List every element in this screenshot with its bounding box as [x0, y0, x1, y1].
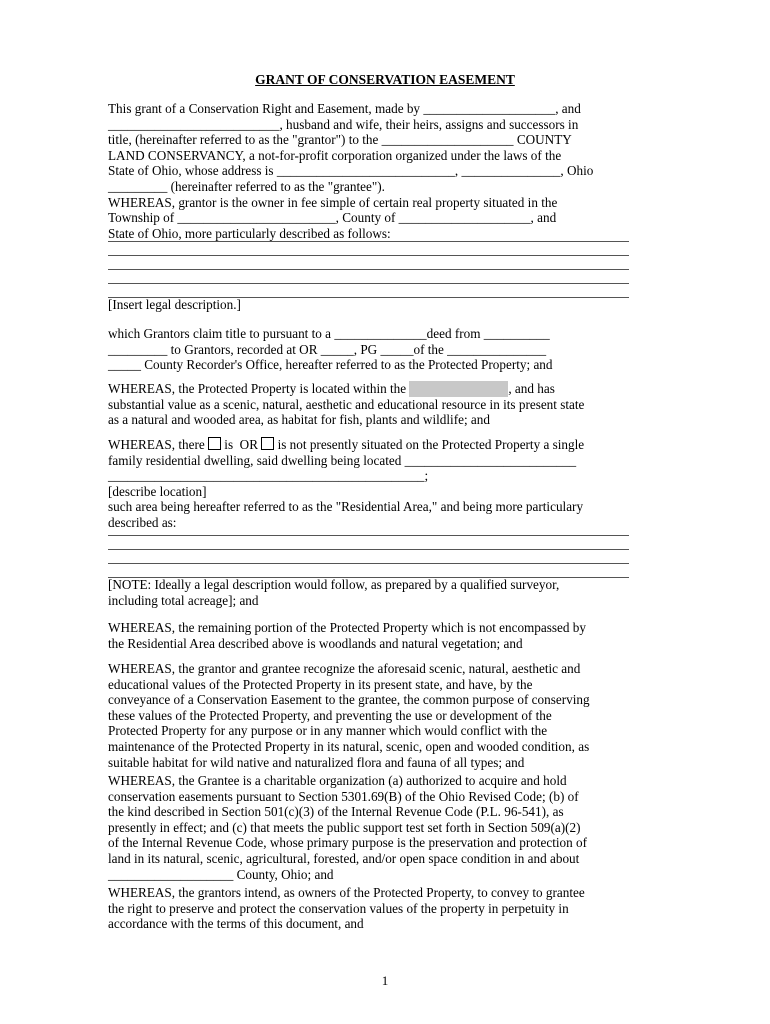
recognize-paragraph [108, 661, 668, 770]
intro-line: State of Ohio, whose address is ___________________________, _______________, Ohio [108, 163, 594, 179]
legal-description-line [108, 241, 629, 242]
legal-description-line [108, 269, 629, 270]
intro-line: State of Ohio, more particularly described as follows: [108, 225, 391, 241]
protected-text: , and has [508, 381, 555, 396]
charitable-paragraph [108, 773, 668, 882]
recognize-line: educational values of the Protected Property in its present state, and have, by the [108, 676, 533, 692]
protected-property-paragraph [108, 381, 668, 428]
dwelling-line: described as: [108, 514, 177, 530]
title-claim-line: _____ County Recorder's Office, hereafter referred to as the Protected Property; and [108, 357, 553, 373]
note-line: including total acreage]; and [108, 592, 259, 608]
is-not-checkbox[interactable] [261, 437, 274, 450]
remaining-line: WHEREAS, the remaining portion of the Protected Property which is not encompassed by [108, 620, 586, 635]
note-line: [NOTE: Ideally a legal description would follow, as prepared by a qualified surveyor, [108, 577, 560, 592]
legal-description-line [108, 283, 629, 284]
dwelling-line: family residential dwelling, said dwelling being located __________________________ [108, 452, 577, 468]
page-number: 1 [381, 973, 389, 988]
title-claim-line: _________ to Grantors, recorded at OR _____, PG _____of the _______________ [108, 341, 547, 357]
intro-line: _________ (hereinafter referred to as the "grantee"). [108, 178, 385, 194]
remaining-paragraph [108, 620, 668, 651]
document-title: GRANT OF CONSERVATION EASEMENT [255, 72, 515, 87]
charitable-line: presently in effect; and (c) that meets the public support test set forth in Section 509(a)(2) [108, 819, 581, 835]
dwelling-line: such area being hereafter referred to as the "Residential Area," and being more particulary [108, 499, 584, 515]
charitable-line: ___________________ County, Ohio; and [108, 866, 334, 882]
dwelling-line: [describe location] [108, 483, 207, 499]
protected-line: substantial value as a scenic, natural, aesthetic and educational resource in its present state [108, 396, 585, 412]
legal-description-line [108, 255, 629, 256]
charitable-line: land in its natural, scenic, agricultural, forested, and/or open space condition in and about [108, 850, 580, 866]
dwelling-paragraph [108, 437, 668, 531]
title-claim-paragraph [108, 326, 668, 373]
charitable-line: WHEREAS, the Grantee is a charitable organization (a) authorized to acquire and hold [108, 773, 567, 788]
dwelling-line: ________________________________________________; [108, 468, 429, 484]
is-checkbox[interactable] [208, 437, 221, 450]
recognize-line: these values of the Protected Property, and preventing the use or development of the [108, 707, 552, 723]
intro-paragraph [108, 101, 668, 241]
recognize-line: maintenance of the Protected Property in its natural, scenic, open and wooded condition, as [108, 738, 590, 754]
intend-line: accordance with the terms of this document, and [108, 916, 364, 932]
residential-description-line [108, 549, 629, 550]
charitable-line: of the Internal Revenue Code, whose primary purpose is the preservation and protection of [108, 835, 587, 851]
intro-line: This grant of a Conservation Right and Easement, made by ____________________, and [108, 101, 581, 116]
intro-line: __________________________, husband and wife, their heirs, assigns and successors in [108, 116, 579, 132]
dwelling-text: is OR [220, 437, 262, 452]
intend-line: the right to preserve and protect the conservation values of the property in perpetuity in [108, 900, 569, 916]
intend-paragraph [108, 885, 668, 932]
recognize-line: WHEREAS, the grantor and grantee recognize the aforesaid scenic, natural, aesthetic and [108, 661, 581, 676]
intro-line: WHEREAS, grantor is the owner in fee simple of certain real property situated in the [108, 194, 558, 210]
dwelling-text: is not presently situated on the Protected Property a single [274, 437, 585, 452]
title-claim-line: which Grantors claim title to pursuant to a ______________deed from __________ [108, 326, 550, 341]
dwelling-text: WHEREAS, there [108, 437, 208, 452]
recognize-line: suitable habitat for wild native and naturalized flora and fauna of all types; and [108, 754, 525, 770]
intro-line: Township of ________________________, County of ____________________, and [108, 210, 557, 226]
intro-line: LAND CONSERVANCY, a not-for-profit corporation organized under the laws of the [108, 147, 562, 163]
residential-description-line [108, 563, 629, 564]
shaded-input-field[interactable]: _______________ [409, 381, 509, 396]
recognize-line: Protected Property for any purpose or in any manner which would conflict with the [108, 723, 548, 739]
intro-line: title, (hereinafter referred to as the "grantor") to the ____________________ COUNTY [108, 132, 572, 148]
remaining-line: the Residential Area described above is woodlands and natural vegetation; and [108, 635, 523, 651]
protected-line: as a natural and wooded area, as habitat for fish, plants and wildlife; and [108, 412, 490, 428]
note-paragraph [108, 577, 668, 608]
recognize-line: conveyance of a Conservation Easement to the grantee, the common purpose of conserving [108, 692, 590, 708]
protected-text: WHEREAS, the Protected Property is located within the [108, 381, 410, 396]
charitable-line: conservation easements pursuant to Section 5301.69(B) of the Ohio Revised Code; (b) of [108, 788, 579, 804]
legal-description-note: [Insert legal description.] [108, 297, 241, 312]
charitable-line: the kind described in Section 501(c)(3) of the Internal Revenue Code (P.L. 96-541), as [108, 804, 564, 820]
residential-description-line [108, 535, 629, 536]
intend-line: WHEREAS, the grantors intend, as owners of the Protected Property, to convey to grantee [108, 885, 585, 900]
